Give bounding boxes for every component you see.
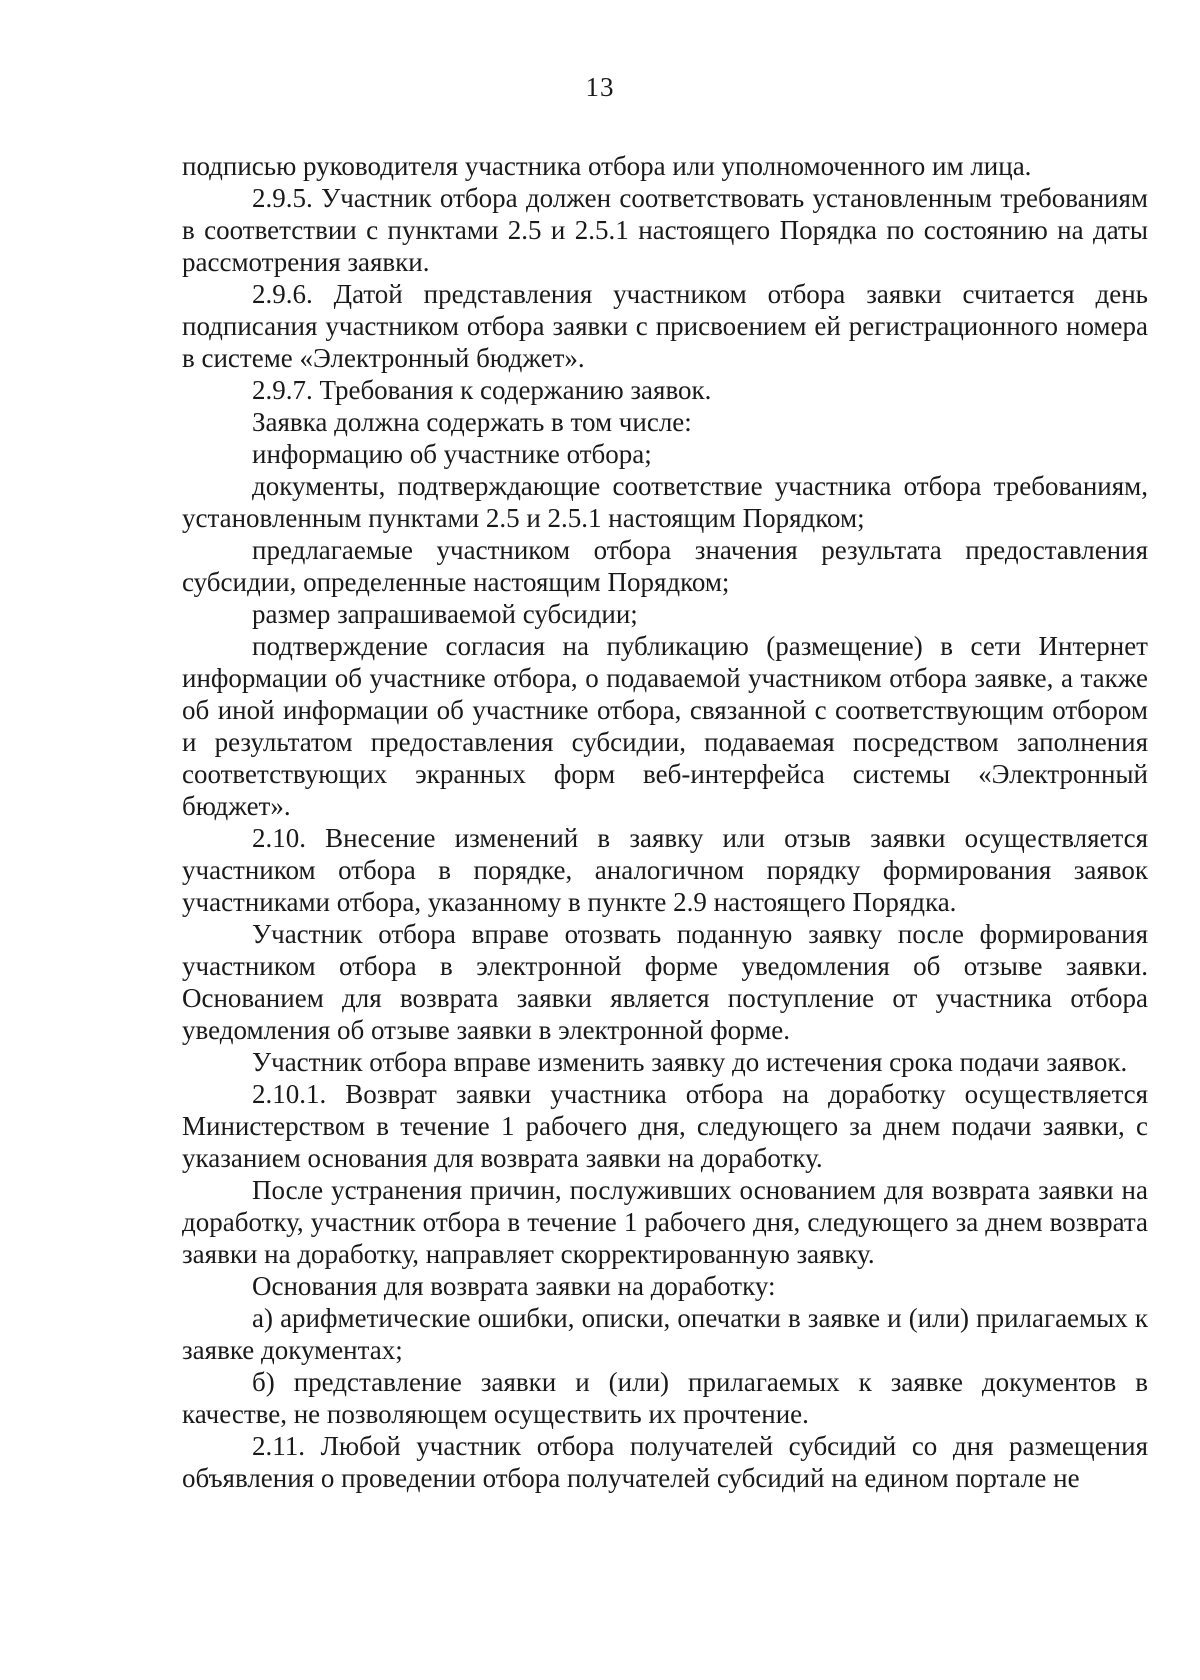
paragraph: 2.9.6. Датой представления участником отбора заявки считается день подписания участником отбора заявки с присвоением ей регистрационного номера в системе «Электронный бюджет». <box>182 279 1148 373</box>
paragraph: 2.10.1. Возврат заявки участника отбора на доработку осуществляется Министерством в течение 1 рабочего дня, следующего за днем подачи заявки, с указанием основания для возврата заявки на доработку. <box>182 1079 1148 1173</box>
paragraph: размер запрашиваемой субсидии; <box>252 599 638 629</box>
paragraph: Участник отбора вправе изменить заявку до истечения срока подачи заявок. <box>252 1047 1128 1077</box>
paragraph: подтверждение согласия на публикацию (размещение) в сети Интернет информации об участнике отбора, о подаваемой участником отбора заявке, а также об иной информации об участнике отбора, связанной с соответствующим отбором и результатом предоставления субсидии, подаваемая посредством заполнения соответствующих экранных форм веб-интерфейса системы «Электронный бюджет». <box>182 631 1148 821</box>
paragraph: После устранения причин, послуживших основанием для возврата заявки на доработку, участник отбора в течение 1 рабочего дня, следующего за днем возврата заявки на доработку, направляет скорректированную заявку. <box>182 1175 1148 1269</box>
paragraph: 2.11. Любой участник отбора получателей субсидий со дня размещения объявления о проведении отбора получателей субсидий на едином портале не <box>182 1431 1148 1493</box>
paragraph: б) представление заявки и (или) прилагаемых к заявке документов в качестве, не позволяющем осуществить их прочтение. <box>182 1367 1148 1429</box>
paragraph: 2.9.7. Требования к содержанию заявок. <box>252 375 712 405</box>
document-body <box>182 150 1148 1494</box>
page-number: 13 <box>585 72 615 102</box>
paragraph: Основания для возврата заявки на доработку: <box>252 1271 776 1301</box>
paragraph: документы, подтверждающие соответствие участника отбора требованиям, установленным пунктами 2.5 и 2.5.1 настоящим Порядком; <box>182 471 1148 533</box>
paragraph: информацию об участнике отбора; <box>252 439 652 469</box>
paragraph: подписью руководителя участника отбора или уполномоченного им лица. <box>182 151 1032 181</box>
paragraph: Участник отбора вправе отозвать поданную заявку после формирования участником отбора в электронной форме уведомления об отзыве заявки. Основанием для возврата заявки является поступление от участника отбора уведомления об отзыве заявки в электронной форме. <box>182 919 1148 1045</box>
paragraph: а) арифметические ошибки, описки, опечатки в заявке и (или) прилагаемых к заявке документах; <box>182 1303 1148 1365</box>
paragraph: предлагаемые участником отбора значения результата предоставления субсидии, определенные настоящим Порядком; <box>182 535 1148 597</box>
paragraph: 2.9.5. Участник отбора должен соответствовать установленным требованиям в соответствии с пунктами 2.5 и 2.5.1 настоящего Порядка по состоянию на даты рассмотрения заявки. <box>182 183 1148 277</box>
paragraph: 2.10. Внесение изменений в заявку или отзыв заявки осуществляется участником отбора в порядке, аналогичном порядку формирования заявок участниками отбора, указанному в пункте 2.9 настоящего Порядка. <box>182 823 1148 917</box>
paragraph: Заявка должна содержать в том числе: <box>252 407 692 437</box>
